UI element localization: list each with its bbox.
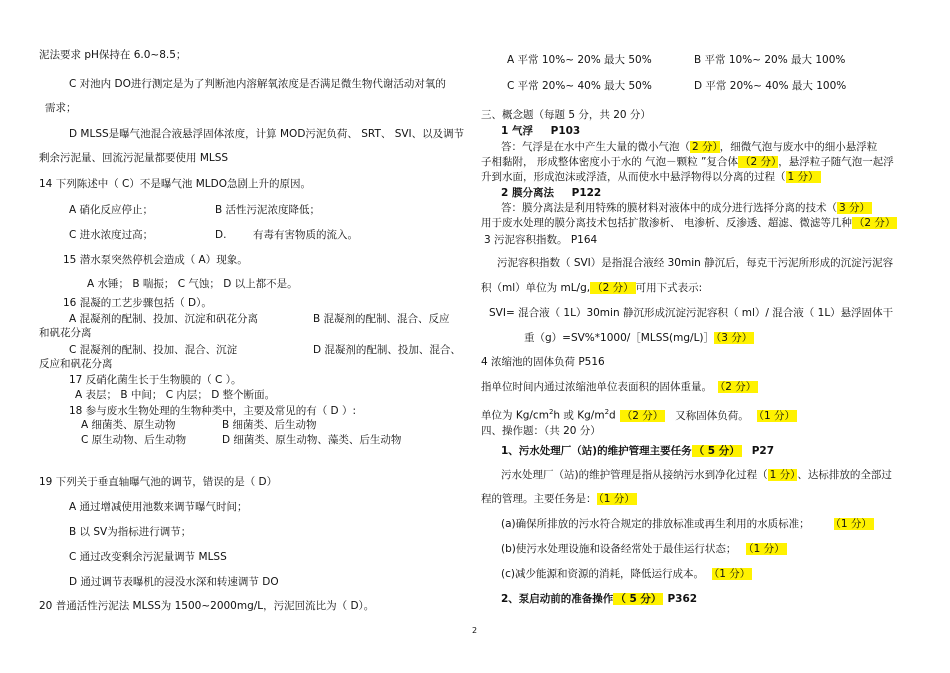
text-span: 1、污水处理厂（站)的维护管理主要任务 xyxy=(501,445,692,457)
score-highlight: （2 分） xyxy=(739,156,777,168)
superscript: 2 xyxy=(548,408,554,416)
text-span: 重（g）=SV%*1000/［MLSS(mg/L)］ xyxy=(524,332,715,344)
text-line xyxy=(481,216,897,230)
text-span: 污水处理厂（站)的维护管理是指从接纳污水到净化过程（ xyxy=(501,469,768,481)
text-line: D MLSS是曝气池混合液悬浮固体浓度，计算 MOD污泥负荷、 SRT、 SVI、以及调节 xyxy=(69,128,465,140)
text-span: 可用下式表示: xyxy=(635,282,703,294)
question-14: 14 下列陈述中（ C）不是曝气池 MLDO急剧上升的原因。 xyxy=(39,178,311,190)
question-20: 20 普通活性污泥法 MLSS为 1500~2000mg/L，污泥回流比为（ D）。 xyxy=(39,600,375,612)
page-ref: P122 xyxy=(571,187,602,199)
score-highlight: （2 分） xyxy=(592,282,634,294)
concept-title-text: 2 膜分离法 xyxy=(501,187,554,199)
text-span: ，悬浮粒子随气泡一起浮 xyxy=(778,156,894,168)
text-span: 、达标排放的全部过 xyxy=(797,469,892,481)
option-c: C 平常 20%~ 40% 最大 50% xyxy=(507,80,652,92)
text-line xyxy=(481,155,894,169)
options-line: A 水锤； B 喘振； C 气蚀； D 以上都不是。 xyxy=(87,278,298,290)
text-span: 答：膜分离法是利用特殊的膜材料对液体中的成分进行选择分离的技术（ xyxy=(501,202,837,214)
option-d: D 混凝剂的配制、投加、混合、 xyxy=(313,344,461,356)
score-highlight: （1 分） xyxy=(835,518,872,530)
option-c: C 混凝剂的配制、投加、混合、沉淀 xyxy=(69,344,238,356)
text-span: 升到水面，形成泡沫或浮渣，从而使水中悬浮物得以分离的过程（ xyxy=(481,171,786,183)
option-d: D 平常 20%~ 40% 最大 100% xyxy=(694,80,847,92)
text-span: h 或 Kg/m xyxy=(553,409,605,422)
option-b: B 混凝剂的配制、混合、反应 xyxy=(313,313,450,325)
score-highlight: 1 分） xyxy=(769,469,796,481)
section-heading: 四、操作题：（共 20 分） xyxy=(481,425,601,437)
text-span: 积（ml）单位为 mL/g, xyxy=(481,282,591,294)
text-line xyxy=(481,380,758,394)
options-line: A 表层； B 中间； C 内层； D 整个断面。 xyxy=(75,389,276,401)
page-ref: P27 xyxy=(751,445,775,457)
option-d: D. xyxy=(215,229,227,241)
score-highlight: （1 分） xyxy=(758,409,796,422)
text-span: 单位为 Kg/cm xyxy=(481,409,549,422)
text-line xyxy=(481,281,702,295)
text-span: 指单位时间内通过浓缩池单位表面积的固体重量。 xyxy=(481,381,712,393)
section-heading: 三、概念题（每题 5 分，共 20 分） xyxy=(481,109,651,121)
text-span: 子相黏附， 形成整体密度小于水的 气泡－颗粒 ”复合体 xyxy=(481,156,738,168)
option-a: A 通过增减使用池数来调节曝气时间； xyxy=(69,501,248,513)
question-15: 15 潜水泵突然停机会造成（ A）现象。 xyxy=(63,254,248,266)
question-16: 16 混凝的工艺步骤包括（ D）。 xyxy=(63,297,212,309)
text-line xyxy=(501,201,872,215)
formula-line xyxy=(524,331,754,345)
page-number: 2 xyxy=(472,626,478,635)
concept-3-title: 3 污泥容积指数。 P164 xyxy=(484,234,598,246)
option-b: B 细菌类、后生动物 xyxy=(222,419,317,431)
option-a: A 平常 10%~ 20% 最大 50% xyxy=(507,54,652,66)
text-line: 需求； xyxy=(45,102,77,114)
score-highlight: （ 5 分） xyxy=(693,445,740,457)
question-19: 19 下列关于垂直轴曝气池的调节，错误的是（ D） xyxy=(39,476,278,488)
text-line: C 对池内 DO进行测定是为了判断池内溶解氧浓度是否满足微生物代谢活动对氧的 xyxy=(69,78,446,90)
option-b: B 以 SV为指标进行调节； xyxy=(69,526,192,538)
concept-title-text: 1 气浮 xyxy=(501,125,533,137)
score-highlight: （2 分） xyxy=(853,217,896,229)
score-highlight: （3 分） xyxy=(716,332,753,344)
option-d: D 细菌类、原生动物、藻类、后生动物 xyxy=(222,434,402,446)
text-span: (b)使污水处理设施和设备经常处于最佳运行状态； xyxy=(501,543,737,555)
score-highlight: 2 分） xyxy=(692,141,718,153)
option-d-cont: 反应和矾花分离 xyxy=(39,358,113,370)
text-line xyxy=(501,140,877,154)
option-d-text: 有毒有害物质的流入。 xyxy=(253,229,358,241)
task-item xyxy=(501,517,874,531)
page-ref: P362 xyxy=(667,593,698,605)
question-17: 17 反硝化菌生长于生物膜的（ C ）。 xyxy=(69,374,242,386)
operation-2-title xyxy=(501,592,697,606)
score-highlight: （1 分） xyxy=(748,543,785,555)
score-highlight: （1 分） xyxy=(598,493,635,505)
text-line xyxy=(481,492,637,506)
option-a: A 细菌类、原生动物 xyxy=(81,419,176,431)
formula-line: SVI= 混合液（ 1L）30min 静沉形成沉淀污泥容积（ ml）/ 混合液（ 1L）悬浮固体干 xyxy=(489,307,894,319)
text-line: 泥法要求 pH保持在 6.0~8.5； xyxy=(39,49,187,61)
page-ref: P103 xyxy=(550,125,581,137)
text-span: 程的管理。主要任务是： xyxy=(481,493,597,505)
score-highlight: （2 分） xyxy=(621,409,664,422)
text-span: 答：气浮是在水中产生大量的微小气泡（ xyxy=(501,141,690,153)
score-highlight: 3 分） xyxy=(839,202,871,214)
superscript: 2 xyxy=(604,408,610,416)
text-line: 剩余污泥量、回流污泥量都要使用 MLSS xyxy=(39,152,229,164)
option-c: C 原生动物、后生动物 xyxy=(81,434,187,446)
text-span: ，细微气泡与废水中的细小悬浮粒 xyxy=(719,141,878,153)
concept-1-title xyxy=(501,124,580,138)
option-b-cont: 和矾花分离 xyxy=(39,327,92,339)
concept-2-title xyxy=(501,186,601,200)
task-item xyxy=(501,567,752,581)
score-highlight: （2 分） xyxy=(720,381,757,393)
task-item xyxy=(501,542,787,556)
score-highlight: （1 分） xyxy=(713,568,751,580)
option-b: B 活性污泥浓度降低； xyxy=(215,204,321,216)
option-b: B 平常 10%~ 20% 最大 100% xyxy=(694,54,846,66)
option-a: A 混凝剂的配制、投加、沉淀和矾花分离 xyxy=(69,313,259,325)
text-line xyxy=(501,468,892,482)
text-span: 2、泵启动前的准备操作 xyxy=(501,593,614,605)
option-c: C 进水浓度过高； xyxy=(69,229,154,241)
text-span: (a)确保所排放的污水符合规定的排放标准或再生利用的水质标准； xyxy=(501,518,810,530)
text-span: (c)减少能源和资源的消耗，降低运行成本。 xyxy=(501,568,704,580)
score-highlight: （ 5 分） xyxy=(615,593,662,605)
text-span: 又称固体负荷。 xyxy=(675,409,749,422)
concept-4-title: 4 浓缩池的固体负荷 P516 xyxy=(481,356,605,368)
operation-1-title xyxy=(501,444,774,458)
text-line: 污泥容积指数（ SVI）是指混合液经 30min 静沉后，每克干污泥所形成的沉淀污泥容 xyxy=(497,257,894,269)
option-c: C 通过改变剩余污泥量调节 MLSS xyxy=(69,551,227,563)
option-d: D 通过调节表曝机的浸没水深和转速调节 DO xyxy=(69,576,279,588)
score-highlight: 1 分） xyxy=(787,171,819,183)
option-a: A 硝化反应停止； xyxy=(69,204,154,216)
text-line xyxy=(481,405,797,423)
text-line xyxy=(481,170,821,184)
text-span: 用于废水处理的膜分离技术包括扩散渗析、 电渗析、反渗透、超滤、微滤等几种 xyxy=(481,217,852,229)
text-span: d xyxy=(609,409,616,422)
question-18: 18 参与废水生物处理的生物种类中，主要及常见的有（ D ）: xyxy=(69,405,356,417)
